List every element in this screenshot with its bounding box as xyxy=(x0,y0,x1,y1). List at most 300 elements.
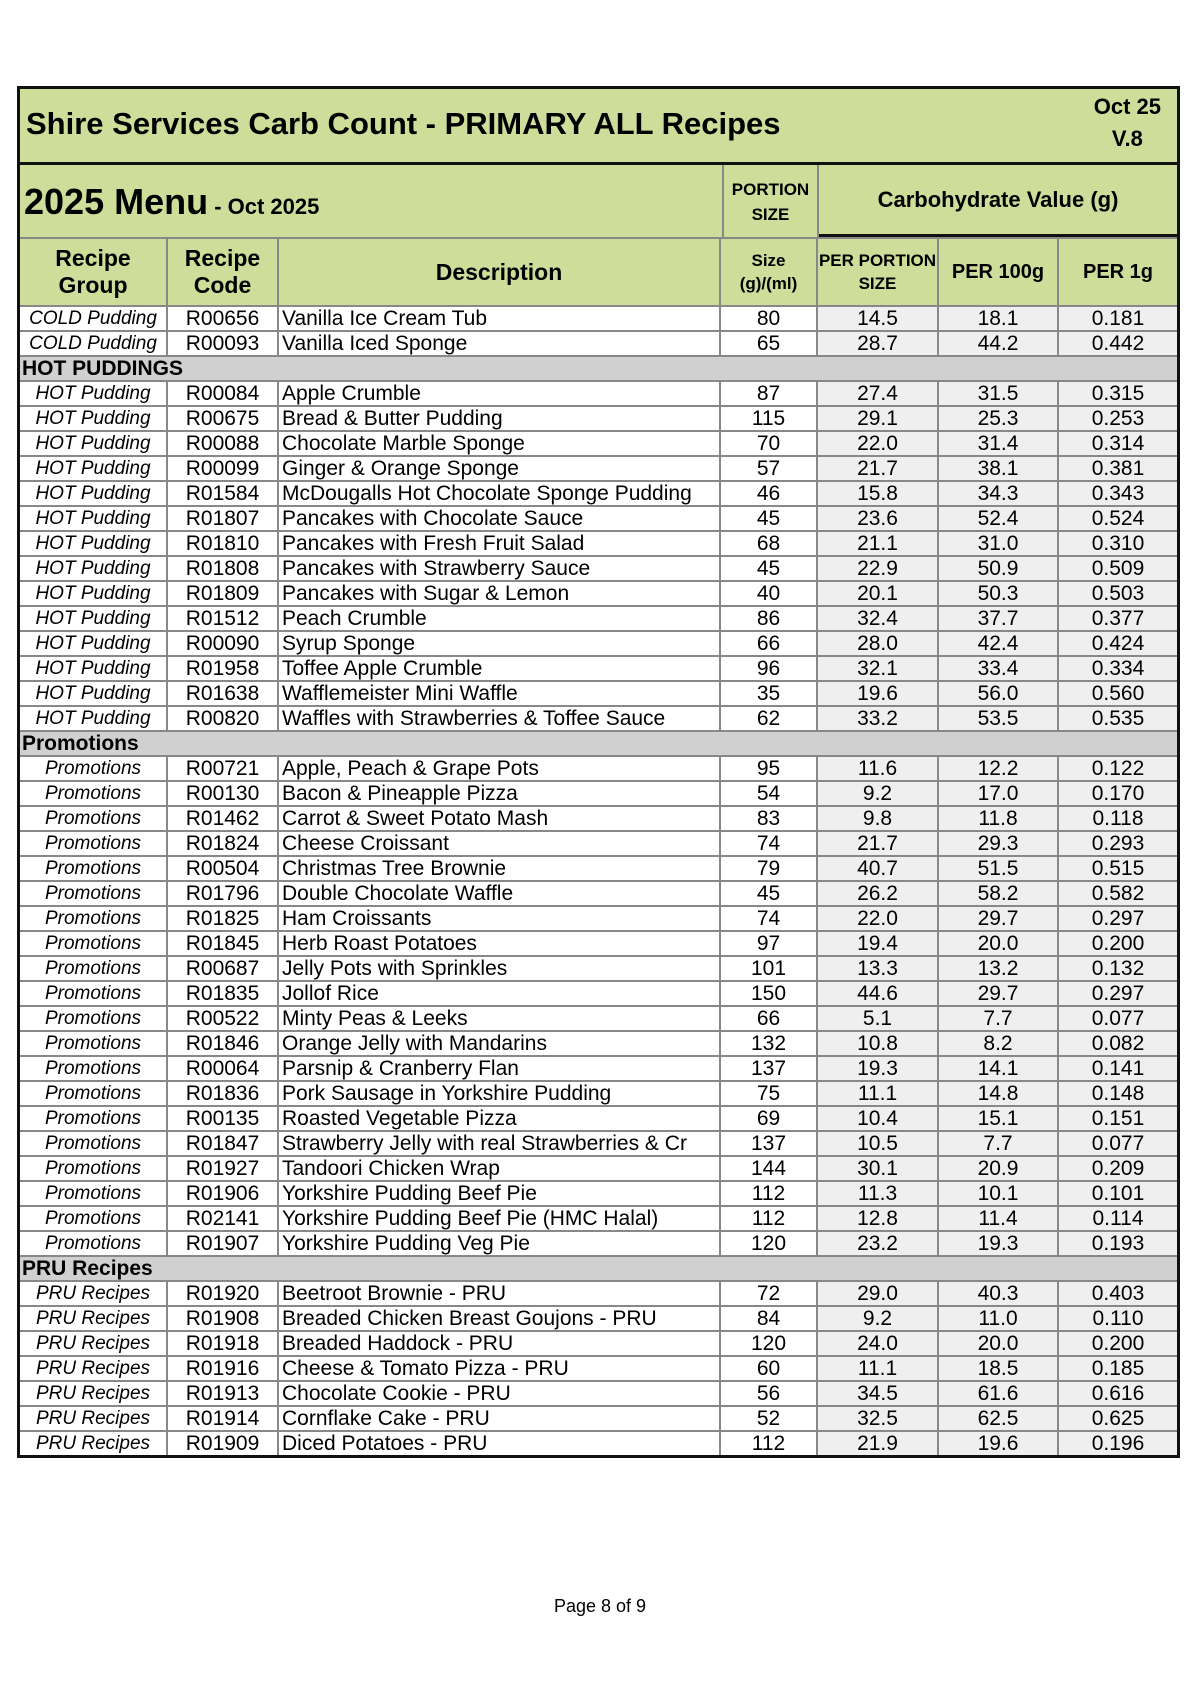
per-100g-cell: 12.2 xyxy=(938,756,1058,781)
recipe-code-cell: R01809 xyxy=(167,581,278,606)
size-cell: 60 xyxy=(720,1356,817,1381)
per-portion-cell: 10.4 xyxy=(817,1106,938,1131)
recipe-group-cell: PRU Recipes xyxy=(20,1356,167,1381)
per-portion-cell: 27.4 xyxy=(817,381,938,406)
per-100g-cell: 10.1 xyxy=(938,1181,1058,1206)
per-1g-cell: 0.616 xyxy=(1058,1381,1177,1406)
description-cell: Breaded Chicken Breast Goujons - PRU xyxy=(278,1306,720,1331)
per-100g-cell: 31.4 xyxy=(938,431,1058,456)
size-cell: 62 xyxy=(720,706,817,731)
size-cell: 112 xyxy=(720,1181,817,1206)
size-cell: 112 xyxy=(720,1431,817,1455)
size-cell: 74 xyxy=(720,906,817,931)
size-cell: 46 xyxy=(720,481,817,506)
description-cell: Chocolate Marble Sponge xyxy=(278,431,720,456)
per-1g-cell: 0.122 xyxy=(1058,756,1177,781)
per-1g-cell: 0.077 xyxy=(1058,1006,1177,1031)
per-1g-cell: 0.185 xyxy=(1058,1356,1177,1381)
recipe-code-cell: R00088 xyxy=(167,431,278,456)
table-row xyxy=(20,431,1177,456)
size-cell: 112 xyxy=(720,1206,817,1231)
recipe-code-cell: R01909 xyxy=(167,1431,278,1455)
per-100g-cell: 50.3 xyxy=(938,581,1058,606)
recipe-group-cell: PRU Recipes xyxy=(20,1331,167,1356)
per-100g-cell: 56.0 xyxy=(938,681,1058,706)
per-100g-cell: 14.8 xyxy=(938,1081,1058,1106)
per-100g-cell: 7.7 xyxy=(938,1006,1058,1031)
description-cell: Vanilla Iced Sponge xyxy=(278,331,720,356)
per-portion-cell: 21.1 xyxy=(817,531,938,556)
table-row xyxy=(20,981,1177,1006)
per-1g-cell: 0.343 xyxy=(1058,481,1177,506)
recipe-group-cell: Promotions xyxy=(20,756,167,781)
per-100g-cell: 7.7 xyxy=(938,1131,1058,1156)
recipe-code-cell: R01836 xyxy=(167,1081,278,1106)
table-row xyxy=(20,1281,1177,1306)
per-1g-cell: 0.151 xyxy=(1058,1106,1177,1131)
recipe-group-cell: HOT Pudding xyxy=(20,406,167,431)
section-header-row xyxy=(20,1256,1177,1281)
table-row xyxy=(20,1381,1177,1406)
per-100g-cell: 29.7 xyxy=(938,981,1058,1006)
per-1g-cell: 0.110 xyxy=(1058,1306,1177,1331)
size-cell: 65 xyxy=(720,331,817,356)
table-row xyxy=(20,406,1177,431)
per-100g-cell: 58.2 xyxy=(938,881,1058,906)
size-cell: 132 xyxy=(720,1031,817,1056)
table-row xyxy=(20,681,1177,706)
table-row xyxy=(20,1031,1177,1056)
per-1g-cell: 0.118 xyxy=(1058,806,1177,831)
recipe-code-cell: R00820 xyxy=(167,706,278,731)
table-row xyxy=(20,1206,1177,1231)
recipe-code-cell: R00522 xyxy=(167,1006,278,1031)
table-row xyxy=(20,506,1177,531)
description-cell: Pork Sausage in Yorkshire Pudding xyxy=(278,1081,720,1106)
recipe-code-cell: R01462 xyxy=(167,806,278,831)
size-cell: 96 xyxy=(720,656,817,681)
table-row xyxy=(20,781,1177,806)
size-cell: 79 xyxy=(720,856,817,881)
per-1g-cell: 0.114 xyxy=(1058,1206,1177,1231)
size-cell: 101 xyxy=(720,956,817,981)
recipe-code-cell: R00090 xyxy=(167,631,278,656)
recipe-code-cell: R00084 xyxy=(167,381,278,406)
per-portion-cell: 23.6 xyxy=(817,506,938,531)
version-block xyxy=(1094,91,1161,155)
per-100g-cell: 44.2 xyxy=(938,331,1058,356)
per-portion-cell: 22.9 xyxy=(817,556,938,581)
size-cell: 120 xyxy=(720,1231,817,1256)
per-100g-cell: 61.6 xyxy=(938,1381,1058,1406)
size-cell: 144 xyxy=(720,1156,817,1181)
size-cell: 75 xyxy=(720,1081,817,1106)
per-100g-cell: 20.0 xyxy=(938,931,1058,956)
per-portion-cell: 19.3 xyxy=(817,1056,938,1081)
section-header-row xyxy=(20,731,1177,756)
description-cell: Diced Potatoes - PRU xyxy=(278,1431,720,1455)
recipe-code-cell: R01920 xyxy=(167,1281,278,1306)
recipe-group-cell: HOT Pudding xyxy=(20,431,167,456)
size-cell: 84 xyxy=(720,1306,817,1331)
recipe-code-cell: R01927 xyxy=(167,1156,278,1181)
per-100g-cell: 62.5 xyxy=(938,1406,1058,1431)
page-number: Page 8 of 9 xyxy=(553,1596,647,1616)
menu-title-sub: - Oct 2025 xyxy=(208,194,320,219)
size-cell: 115 xyxy=(720,406,817,431)
description-cell: Parsnip & Cranberry Flan xyxy=(278,1056,720,1081)
description-cell: Jollof Rice xyxy=(278,981,720,1006)
recipe-group-cell: HOT Pudding xyxy=(20,531,167,556)
recipe-group-cell: HOT Pudding xyxy=(20,656,167,681)
per-portion-cell: 5.1 xyxy=(817,1006,938,1031)
recipe-group-cell: Promotions xyxy=(20,1181,167,1206)
recipe-code-cell: R01845 xyxy=(167,931,278,956)
recipe-code-cell: R01808 xyxy=(167,556,278,581)
per-portion-cell: 11.1 xyxy=(817,1356,938,1381)
description-cell: Apple Crumble xyxy=(278,381,720,406)
per-portion-cell: 19.6 xyxy=(817,681,938,706)
per-100g-cell: 53.5 xyxy=(938,706,1058,731)
per-1g-cell: 0.334 xyxy=(1058,656,1177,681)
per-1g-cell: 0.314 xyxy=(1058,431,1177,456)
recipe-group-cell: Promotions xyxy=(20,981,167,1006)
per-1g-cell: 0.560 xyxy=(1058,681,1177,706)
table-row xyxy=(20,706,1177,731)
recipe-group-cell: Promotions xyxy=(20,831,167,856)
recipe-code-cell: R01835 xyxy=(167,981,278,1006)
per-portion-cell: 9.8 xyxy=(817,806,938,831)
recipe-code-cell: R01584 xyxy=(167,481,278,506)
recipe-code-cell: R01907 xyxy=(167,1231,278,1256)
per-portion-cell: 11.6 xyxy=(817,756,938,781)
recipe-code-cell: R00130 xyxy=(167,781,278,806)
size-cell: 66 xyxy=(720,1006,817,1031)
per-portion-cell: 24.0 xyxy=(817,1331,938,1356)
per-portion-cell: 11.3 xyxy=(817,1181,938,1206)
description-cell: Pancakes with Fresh Fruit Salad xyxy=(278,531,720,556)
description-cell: Wafflemeister Mini Waffle xyxy=(278,681,720,706)
description-cell: Beetroot Brownie - PRU xyxy=(278,1281,720,1306)
recipe-group-cell: COLD Pudding xyxy=(20,331,167,356)
recipe-code-cell: R01906 xyxy=(167,1181,278,1206)
carbohydrate-value-header: Carbohydrate Value (g) xyxy=(819,165,1177,237)
recipe-group-cell: Promotions xyxy=(20,906,167,931)
per-portion-cell: 11.1 xyxy=(817,1081,938,1106)
per-1g-cell: 0.515 xyxy=(1058,856,1177,881)
per-portion-cell: 26.2 xyxy=(817,881,938,906)
per-1g-cell: 0.625 xyxy=(1058,1406,1177,1431)
description-cell: Minty Peas & Leeks xyxy=(278,1006,720,1031)
col-header-recipe-code: Recipe Code xyxy=(167,239,278,306)
portion-size-header: PORTION SIZE xyxy=(722,165,819,237)
description-cell: Cornflake Cake - PRU xyxy=(278,1406,720,1431)
table-row xyxy=(20,1356,1177,1381)
description-cell: Jelly Pots with Sprinkles xyxy=(278,956,720,981)
recipe-group-cell: PRU Recipes xyxy=(20,1381,167,1406)
per-1g-cell: 0.535 xyxy=(1058,706,1177,731)
recipe-group-cell: Promotions xyxy=(20,1081,167,1106)
per-1g-cell: 0.132 xyxy=(1058,956,1177,981)
per-portion-cell: 21.9 xyxy=(817,1431,938,1455)
size-cell: 83 xyxy=(720,806,817,831)
recipe-code-cell: R00064 xyxy=(167,1056,278,1081)
per-portion-cell: 22.0 xyxy=(817,431,938,456)
recipe-code-cell: R00656 xyxy=(167,306,278,331)
per-100g-cell: 29.3 xyxy=(938,831,1058,856)
table-row xyxy=(20,656,1177,681)
per-portion-cell: 14.5 xyxy=(817,306,938,331)
description-cell: Christmas Tree Brownie xyxy=(278,856,720,881)
recipe-group-cell: COLD Pudding xyxy=(20,306,167,331)
per-portion-cell: 22.0 xyxy=(817,906,938,931)
per-portion-cell: 29.0 xyxy=(817,1281,938,1306)
per-100g-cell: 11.8 xyxy=(938,806,1058,831)
per-1g-cell: 0.101 xyxy=(1058,1181,1177,1206)
per-100g-cell: 11.0 xyxy=(938,1306,1058,1331)
table-row xyxy=(20,331,1177,356)
section-header-row xyxy=(20,356,1177,381)
per-portion-cell: 13.3 xyxy=(817,956,938,981)
description-cell: McDougalls Hot Chocolate Sponge Pudding xyxy=(278,481,720,506)
table-row xyxy=(20,1106,1177,1131)
per-portion-cell: 32.1 xyxy=(817,656,938,681)
recipe-group-cell: PRU Recipes xyxy=(20,1281,167,1306)
size-cell: 70 xyxy=(720,431,817,456)
recipe-group-cell: Promotions xyxy=(20,1031,167,1056)
per-1g-cell: 0.170 xyxy=(1058,781,1177,806)
recipe-code-cell: R01918 xyxy=(167,1331,278,1356)
table-row xyxy=(20,456,1177,481)
size-cell: 120 xyxy=(720,1331,817,1356)
description-cell: Yorkshire Pudding Beef Pie (HMC Halal) xyxy=(278,1206,720,1231)
per-portion-cell: 30.1 xyxy=(817,1156,938,1181)
per-portion-cell: 29.1 xyxy=(817,406,938,431)
recipe-group-cell: HOT Pudding xyxy=(20,481,167,506)
description-cell: Pancakes with Strawberry Sauce xyxy=(278,556,720,581)
per-100g-cell: 51.5 xyxy=(938,856,1058,881)
table-row xyxy=(20,856,1177,881)
description-cell: Vanilla Ice Cream Tub xyxy=(278,306,720,331)
menu-title-main: 2025 Menu xyxy=(24,181,209,222)
size-cell: 87 xyxy=(720,381,817,406)
per-portion-cell: 20.1 xyxy=(817,581,938,606)
table-row xyxy=(20,806,1177,831)
recipe-group-cell: Promotions xyxy=(20,956,167,981)
recipe-group-cell: HOT Pudding xyxy=(20,631,167,656)
recipe-group-cell: HOT Pudding xyxy=(20,581,167,606)
size-cell: 137 xyxy=(720,1056,817,1081)
recipe-code-cell: R00675 xyxy=(167,406,278,431)
per-100g-cell: 37.7 xyxy=(938,606,1058,631)
description-cell: Herb Roast Potatoes xyxy=(278,931,720,956)
recipe-group-cell: Promotions xyxy=(20,1131,167,1156)
table-row xyxy=(20,1156,1177,1181)
recipe-group-cell: Promotions xyxy=(20,781,167,806)
recipe-code-cell: R01796 xyxy=(167,881,278,906)
table-row xyxy=(20,931,1177,956)
size-cell: 45 xyxy=(720,556,817,581)
per-portion-cell: 19.4 xyxy=(817,931,938,956)
table-row xyxy=(20,306,1177,331)
per-1g-cell: 0.381 xyxy=(1058,456,1177,481)
table-row xyxy=(20,1431,1177,1455)
table-row xyxy=(20,1306,1177,1331)
recipe-group-cell: Promotions xyxy=(20,1156,167,1181)
description-cell: Yorkshire Pudding Beef Pie xyxy=(278,1181,720,1206)
recipe-code-cell: R00093 xyxy=(167,331,278,356)
recipe-code-cell: R00687 xyxy=(167,956,278,981)
per-portion-cell: 9.2 xyxy=(817,781,938,806)
recipe-code-cell: R01810 xyxy=(167,531,278,556)
size-cell: 150 xyxy=(720,981,817,1006)
per-portion-cell: 21.7 xyxy=(817,456,938,481)
per-1g-cell: 0.193 xyxy=(1058,1231,1177,1256)
per-100g-cell: 18.5 xyxy=(938,1356,1058,1381)
per-1g-cell: 0.200 xyxy=(1058,1331,1177,1356)
recipe-group-cell: Promotions xyxy=(20,931,167,956)
per-portion-cell: 28.0 xyxy=(817,631,938,656)
col-header-per-100g: PER 100g xyxy=(938,239,1058,306)
per-1g-cell: 0.297 xyxy=(1058,906,1177,931)
size-cell: 74 xyxy=(720,831,817,856)
section-label: Promotions xyxy=(20,731,1177,756)
per-1g-cell: 0.377 xyxy=(1058,606,1177,631)
size-cell: 72 xyxy=(720,1281,817,1306)
per-portion-cell: 15.8 xyxy=(817,481,938,506)
per-portion-cell: 10.8 xyxy=(817,1031,938,1056)
recipe-code-cell: R01825 xyxy=(167,906,278,931)
recipe-table xyxy=(20,239,1177,1455)
per-100g-cell: 31.0 xyxy=(938,531,1058,556)
recipe-group-cell: HOT Pudding xyxy=(20,556,167,581)
description-cell: Orange Jelly with Mandarins xyxy=(278,1031,720,1056)
per-1g-cell: 0.196 xyxy=(1058,1431,1177,1455)
description-cell: Bacon & Pineapple Pizza xyxy=(278,781,720,806)
per-1g-cell: 0.310 xyxy=(1058,531,1177,556)
recipe-group-cell: Promotions xyxy=(20,881,167,906)
per-portion-cell: 23.2 xyxy=(817,1231,938,1256)
per-100g-cell: 34.3 xyxy=(938,481,1058,506)
table-row xyxy=(20,1006,1177,1031)
per-portion-cell: 34.5 xyxy=(817,1381,938,1406)
table-row xyxy=(20,381,1177,406)
table-row xyxy=(20,906,1177,931)
column-header-row xyxy=(20,239,1177,306)
per-100g-cell: 19.3 xyxy=(938,1231,1058,1256)
size-cell: 54 xyxy=(720,781,817,806)
recipe-group-cell: PRU Recipes xyxy=(20,1306,167,1331)
per-100g-cell: 15.1 xyxy=(938,1106,1058,1131)
per-portion-cell: 32.4 xyxy=(817,606,938,631)
per-1g-cell: 0.293 xyxy=(1058,831,1177,856)
recipe-group-cell: Promotions xyxy=(20,1106,167,1131)
description-cell: Pancakes with Chocolate Sauce xyxy=(278,506,720,531)
per-portion-cell: 40.7 xyxy=(817,856,938,881)
recipe-group-cell: PRU Recipes xyxy=(20,1431,167,1455)
recipe-group-cell: Promotions xyxy=(20,1056,167,1081)
col-header-size: Size (g)/(ml) xyxy=(720,239,817,306)
recipe-group-cell: Promotions xyxy=(20,1206,167,1231)
per-portion-cell: 28.7 xyxy=(817,331,938,356)
recipe-code-cell: R01914 xyxy=(167,1406,278,1431)
description-cell: Carrot & Sweet Potato Mash xyxy=(278,806,720,831)
menu-band xyxy=(20,165,1177,239)
recipe-group-cell: HOT Pudding xyxy=(20,606,167,631)
recipe-code-cell: R01916 xyxy=(167,1356,278,1381)
table-row xyxy=(20,606,1177,631)
table-row xyxy=(20,881,1177,906)
size-cell: 86 xyxy=(720,606,817,631)
recipe-code-cell: R01913 xyxy=(167,1381,278,1406)
recipe-code-cell: R01846 xyxy=(167,1031,278,1056)
per-1g-cell: 0.148 xyxy=(1058,1081,1177,1106)
recipe-group-cell: HOT Pudding xyxy=(20,706,167,731)
description-cell: Double Chocolate Waffle xyxy=(278,881,720,906)
per-100g-cell: 18.1 xyxy=(938,306,1058,331)
table-row xyxy=(20,1331,1177,1356)
size-cell: 68 xyxy=(720,531,817,556)
recipe-group-cell: Promotions xyxy=(20,1231,167,1256)
per-1g-cell: 0.141 xyxy=(1058,1056,1177,1081)
per-portion-cell: 44.6 xyxy=(817,981,938,1006)
table-row xyxy=(20,481,1177,506)
recipe-group-cell: Promotions xyxy=(20,1006,167,1031)
per-100g-cell: 14.1 xyxy=(938,1056,1058,1081)
per-portion-cell: 32.5 xyxy=(817,1406,938,1431)
per-100g-cell: 20.9 xyxy=(938,1156,1058,1181)
document-title: Shire Services Carb Count - PRIMARY ALL Recipes xyxy=(26,106,781,141)
per-100g-cell: 40.3 xyxy=(938,1281,1058,1306)
col-header-per-1g: PER 1g xyxy=(1058,239,1177,306)
per-100g-cell: 29.7 xyxy=(938,906,1058,931)
table-row xyxy=(20,1131,1177,1156)
recipe-group-cell: Promotions xyxy=(20,806,167,831)
per-1g-cell: 0.524 xyxy=(1058,506,1177,531)
size-cell: 95 xyxy=(720,756,817,781)
recipe-code-cell: R00135 xyxy=(167,1106,278,1131)
per-1g-cell: 0.503 xyxy=(1058,581,1177,606)
description-cell: Pancakes with Sugar & Lemon xyxy=(278,581,720,606)
recipe-code-cell: R01847 xyxy=(167,1131,278,1156)
per-portion-cell: 9.2 xyxy=(817,1306,938,1331)
size-cell: 45 xyxy=(720,506,817,531)
size-cell: 56 xyxy=(720,1381,817,1406)
size-cell: 80 xyxy=(720,306,817,331)
description-cell: Toffee Apple Crumble xyxy=(278,656,720,681)
recipe-code-cell: R01824 xyxy=(167,831,278,856)
size-cell: 52 xyxy=(720,1406,817,1431)
recipe-code-cell: R00099 xyxy=(167,456,278,481)
table-row xyxy=(20,1056,1177,1081)
table-row xyxy=(20,1081,1177,1106)
per-1g-cell: 0.082 xyxy=(1058,1031,1177,1056)
per-100g-cell: 33.4 xyxy=(938,656,1058,681)
recipe-code-cell: R01958 xyxy=(167,656,278,681)
description-cell: Cheese Croissant xyxy=(278,831,720,856)
description-cell: Breaded Haddock - PRU xyxy=(278,1331,720,1356)
per-1g-cell: 0.509 xyxy=(1058,556,1177,581)
per-100g-cell: 25.3 xyxy=(938,406,1058,431)
table-row xyxy=(20,831,1177,856)
per-100g-cell: 31.5 xyxy=(938,381,1058,406)
per-portion-cell: 33.2 xyxy=(817,706,938,731)
recipe-group-cell: PRU Recipes xyxy=(20,1406,167,1431)
per-1g-cell: 0.297 xyxy=(1058,981,1177,1006)
recipe-code-cell: R01807 xyxy=(167,506,278,531)
table-row xyxy=(20,1181,1177,1206)
description-cell: Roasted Vegetable Pizza xyxy=(278,1106,720,1131)
